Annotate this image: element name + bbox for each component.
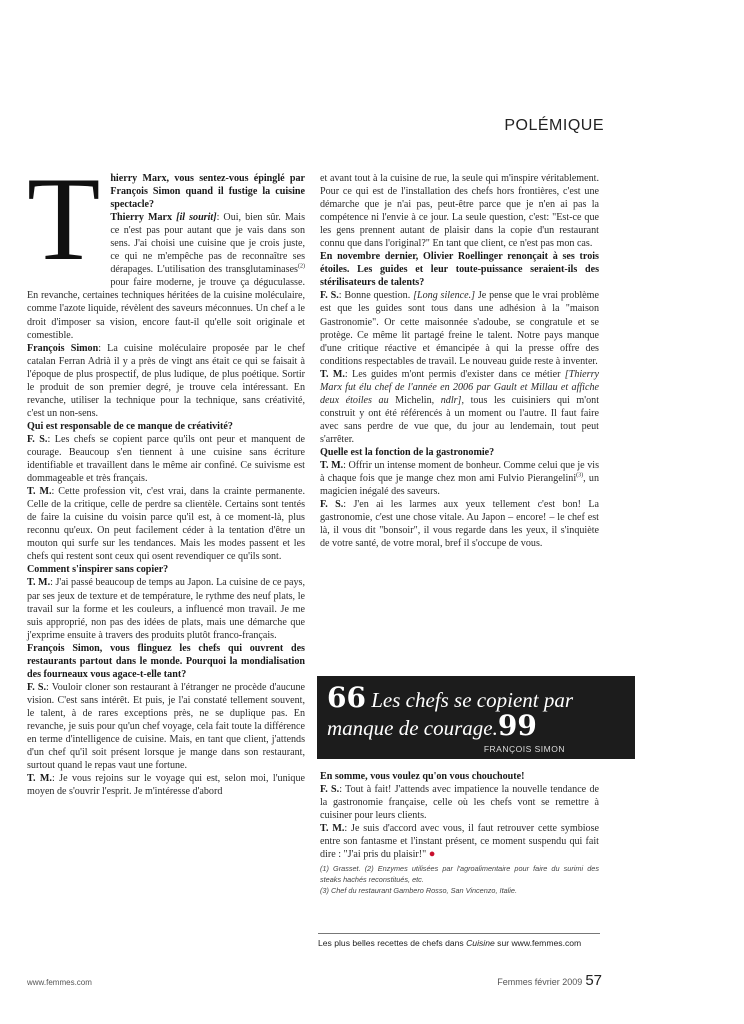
paragraph	[320, 459, 599, 498]
speaker: F. S.	[27, 433, 48, 445]
end-mark-icon: ●	[428, 848, 436, 861]
paragraph	[320, 289, 599, 367]
paragraph	[320, 368, 599, 446]
editor-note: [Thierry Marx fut élu chef de l'année en 2006 par Gault et Millau et affiche deux étoiles au	[320, 368, 599, 406]
answer-text: : J'ai passé beaucoup de temps au Japon. La cuisine de ce pays, par ses jeux de texture et de température, le rythme des neuf plats, le travail sur la forme et les couleurs, a influencé mon travail. Je me suis approprié, non pas des idées de plats, mais une démarche que j'exprime ensuite à travers des produits plutôt franco-français.	[27, 577, 305, 641]
answer-text: : J'en ai les larmes aux yeux tellement c'est bon! La gastronomie, c'est une chose vitale. Au Japon – encore! – le chef est là, il vous dit "bonsoir", il vous regarde dans les yeux, il s'inquiète de votre santé, de votre moral, bref il s'occupe de vous.	[320, 499, 599, 550]
section-title: POLÉMIQUE	[504, 117, 604, 134]
promo-line	[318, 933, 600, 948]
paragraph	[27, 772, 305, 798]
footnote-ref: (2)	[298, 263, 305, 270]
answer-text: : Les guides m'ont permis d'exister dans ce métier	[344, 368, 565, 380]
answer-text: Michelin	[388, 394, 432, 406]
question: En novembre dernier, Olivier Roellinger renonçait à ses trois étoiles. Les guides et leur toute-puissance seraient-ils des stérilisateurs de talents?	[320, 251, 599, 289]
answer-text: , tous les cuisiniers qui m'ont construit y ont été référencés à un moment ou l'autre. Il faut faire avec sans perdre de vue que, du jour au lendemain, tout peut s'arrêter.	[320, 394, 599, 445]
drop-cap: T	[27, 152, 101, 285]
answer-text: Je pense que le vrai problème est que les guides sont tous dans une adhésion à la "maison Gastronomie". Or cette maisonnée s'adoube, se congratule et se protège. Ce même lit partagé freine le talent. Notre pays manque d'une critique réactive et émancipée à qui la presse offre des conditions respectables de travail. Le nouveau guide reste à inventer.	[320, 290, 599, 367]
speaker: T. M.	[27, 486, 52, 498]
paragraph	[27, 152, 306, 342]
answer-text: : Oui, bien sûr. Mais ce n'est pas pour autant que je vais dans son sens. J'ai choisi une cuisine que je crois juste, ce qui ne m'empêche pas de reconnaître ses dérapages. L'utilisation des transglutaminases	[110, 212, 306, 276]
answer-text: : Offrir un intense moment de bonheur. Comme celui que je vis à chaque fois que je mange chez mon ami Fulvio Pierangelini	[320, 460, 599, 485]
question: Qui est responsable de ce manque de créativité?	[27, 420, 233, 432]
editor-note: , ndlr]	[431, 394, 462, 406]
speaker: F. S.	[320, 290, 339, 302]
promo-link[interactable]: sur www.femmes.com	[494, 938, 582, 948]
paragraph	[27, 485, 305, 563]
page-number: 57	[585, 972, 602, 989]
speaker: François Simon	[27, 342, 99, 354]
column-right	[320, 172, 599, 550]
speaker: T. M.	[27, 577, 51, 589]
answer-text: : Vouloir cloner son restaurant à l'étranger ne procède d'aucune vision. C'est sans intérêt. Et puis, je l'ai constaté tellement souvent, le talent, à de rares exceptions près, ne se duplique pas. En revanche, je suis pour qu'un chef voyage, cela fait toute la différence en terme d'intelligence de cuisine. Mais, en tant que client, j'attends d'un chef qu'il soit présent lorsque je mange dans son restaurant, surtout quand le repas vaut une fortune.	[27, 681, 305, 772]
question: François Simon, vous flinguez les chefs qui ouvrent des restaurants partout dans le monde. Pourquoi la mondialisation des fourneaux vous agace-t-elle tant?	[27, 642, 305, 680]
quote-author: FRANÇOIS SIMON	[483, 744, 565, 754]
answer-text: : Cette profession vit, c'est vrai, dans la crainte permanente. Celle de la critique, celle de perdre sa clientèle. Certains sont tentés de faire la cuisine du voisin parce qu'il est, à ce moment-là, plus reconnu qu'eux. On peut facilement céder à la tentation d'être un mouton qui surfe sur les tendances. Mais les modes passent et les chefs qui restent sont ceux qui osent revendiquer ce qu'ils sont.	[27, 486, 305, 563]
paragraph	[320, 498, 599, 550]
footnote: (1) Grasset. (2) Enzymes utilisées par l'agroalimentaire pour faire du surimi des steaks hachés reconstitués, etc.	[320, 864, 599, 885]
column-left	[27, 152, 306, 798]
paragraph	[27, 433, 305, 485]
answer-text: : Les chefs se copient parce qu'ils ont peur et manquent de courage. Beaucoup s'en tiennent à une cuisine sans écriture identifiable et travaillent dans le même air confiné. Ce suivisme est dommageable et très français.	[27, 433, 305, 485]
paragraph	[27, 342, 305, 420]
open-quote-mark: 66	[327, 681, 366, 714]
footnotes	[320, 863, 599, 896]
paragraph	[27, 681, 305, 772]
stage-note: [Long silence.]	[413, 290, 476, 302]
answer-text: : Tout à fait! J'attends avec impatience la nouvelle tendance de la gastronomie française, celle où les chefs vont se remettre à cuisiner pour leurs clients.	[320, 784, 599, 822]
answer-text: : Bonne question.	[338, 290, 414, 302]
paragraph	[27, 576, 305, 641]
speaker: F. S.	[320, 784, 340, 796]
answer-text: , un magicien inégalé des saveurs.	[320, 473, 600, 498]
footer-site[interactable]: www.femmes.com	[27, 978, 92, 987]
footnote-ref: (3)	[576, 472, 584, 479]
question: hierry Marx, vous sentez-vous épinglé par François Simon quand il fustige la cuisine spectacle?	[110, 173, 305, 211]
answer-text: pour faire moderne, je trouve ça déguculasse. En revanche, certaines techniques héritées de la cuisine moléculaire, comme l'azote liquide, révèlent des saveurs méconnues. Un chef a le droit d'imposer sa vision, encore faut-il qu'elle soit originale et comestible.	[27, 277, 305, 341]
question: Quelle est la fonction de la gastronomie?	[320, 446, 495, 458]
speaker: F. S.	[27, 681, 47, 693]
speaker: T. M.	[320, 823, 345, 835]
close-quote-mark: 99	[497, 709, 537, 742]
quote-body: Les chefs se copient par manque de courage.	[327, 688, 574, 740]
paragraph	[320, 783, 599, 822]
promo-text: Les plus belles recettes de chefs dans	[318, 938, 467, 948]
answer-text: : Je vous rejoins sur le voyage qui est, selon moi, l'unique moyen de s'ouvrir l'esprit. Je m'intéresse d'abord	[27, 773, 305, 798]
question: En somme, vous voulez qu'on vous chouchoute!	[320, 771, 525, 782]
stage-note: [il sourit]	[176, 212, 217, 224]
issue-label: Femmes février 2009	[497, 977, 583, 987]
promo-magazine: Cuisine	[466, 938, 495, 948]
paragraph	[320, 822, 599, 861]
footnote: (3) Chef du restaurant Gambero Rosso, San Vincenzo, Italie.	[320, 886, 517, 896]
footer-issue	[497, 972, 602, 989]
speaker: T. M.	[27, 773, 52, 785]
speaker: F. S.	[320, 499, 344, 511]
answer-text: : Je suis d'accord avec vous, il faut retrouver cette symbiose entre son fantasme et l'instant présent, ce moment suspendu qui fait dire : "J'ai pris du plaisir!"	[320, 823, 599, 861]
question: Comment s'inspirer sans copier?	[27, 564, 169, 576]
pull-quote	[317, 676, 635, 759]
speaker: T. M.	[320, 460, 344, 472]
pull-quote-text	[327, 681, 627, 742]
speaker: T. M.	[320, 368, 345, 380]
paragraph: et avant tout à la cuisine de rue, la seule qui m'inspire véritablement. Pour ce qui est de l'installation des chefs hors frontières, c'est une démarche que je n'ai pas, peut-être parce que je n'en ai pas la compétence ni l'envie à ce jour. La seule question, c'est: "Est-ce que les gens prennent autant de plaisir dans la copie d'un restaurant connu que dans l'original?" En tant que client, ce n'est pas mon cas.	[320, 173, 599, 250]
column-right-bottom	[320, 770, 599, 896]
answer-text: : La cuisine moléculaire proposée par le chef catalan Ferran Adrià il y a près de vingt ans était ce qui se faisait à l'époque de plus prospectif, de plus ludique, de plus poétique. Sortir le produit de son premier degré, je trouve cela intéressant. En revanche, utiliser la technique pour la technique, sans créativité, c'est un non-sens.	[27, 342, 305, 419]
speaker: Thierry Marx	[110, 212, 173, 224]
